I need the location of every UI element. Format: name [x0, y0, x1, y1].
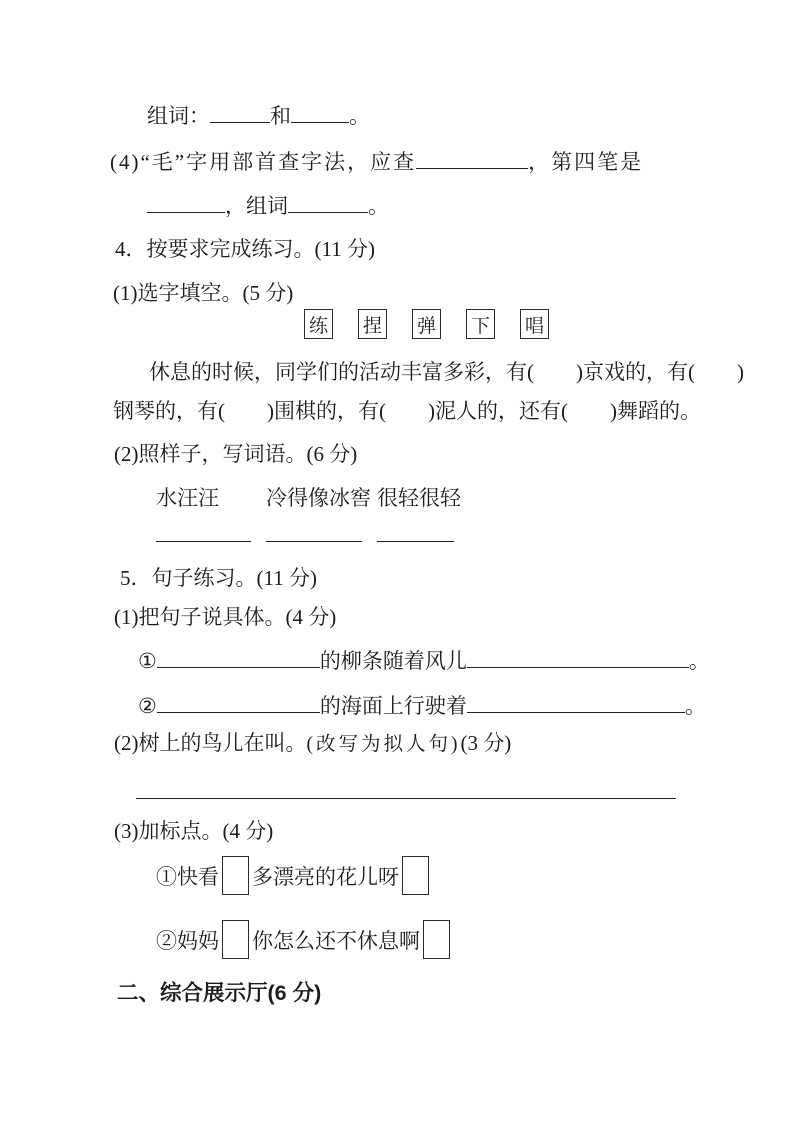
- zuci-label: 组词：: [147, 104, 210, 128]
- q5-sub2-score: (3 分): [460, 731, 512, 755]
- punct-1-post: 多漂亮的花儿呀: [252, 864, 399, 889]
- sentence-2-end: 。: [684, 694, 706, 718]
- punctuation-sentence-1: [156, 856, 432, 895]
- blank-line: [157, 648, 320, 668]
- char-box: 下: [466, 309, 495, 339]
- blank-line: [467, 648, 689, 668]
- example-word: 水汪汪: [156, 486, 219, 510]
- char-box: 练: [304, 309, 333, 339]
- q5-sub3-title: (3)加标点。(4 分): [114, 819, 274, 843]
- blank-line: [157, 693, 320, 713]
- answer-blank: [266, 521, 362, 542]
- item4-line2-end: 。: [368, 194, 389, 218]
- fill-paragraph-line1: 休息的时候，同学们的活动丰富多彩，有( )京戏的，有( ): [149, 360, 744, 384]
- q5-sub1-title: (1)把句子说具体。(4 分): [114, 605, 337, 629]
- sentence-2-num: ②: [138, 694, 157, 718]
- answer-blank: [156, 521, 251, 542]
- sentence-1-mid: 的柳条随着风儿: [319, 649, 467, 673]
- punct-2-pre: ②妈妈: [156, 928, 219, 953]
- zuci-line: [147, 103, 370, 130]
- q5-sub2-note: (改写为拟人句): [306, 734, 461, 755]
- char-box: 弹: [412, 309, 441, 339]
- example-word: 很轻很轻: [377, 486, 461, 510]
- q5-sub2-main: (2)树上的鸟儿在叫。: [114, 731, 307, 755]
- answer-blank-long: [136, 778, 676, 799]
- sentence-2: [138, 693, 706, 720]
- punctuation-box: [222, 856, 249, 895]
- char-box: 唱: [520, 309, 549, 339]
- sentence-2-mid: 的海面上行驶着: [319, 694, 467, 718]
- blank-line: [416, 149, 528, 169]
- item4-text-pre: (4)“毛”字用部首查字法，应查: [110, 150, 417, 174]
- punct-1-pre: ①快看: [156, 864, 219, 889]
- blank-line: [147, 193, 225, 213]
- item4-line1: [110, 149, 643, 176]
- q4-sub1-title: (1)选字填空。(5 分): [113, 281, 294, 305]
- zuci-period: 。: [349, 104, 370, 128]
- blank-line: [467, 693, 685, 713]
- q4-sub2-title: (2)照样子，写词语。(6 分): [114, 442, 358, 466]
- punctuation-box: [222, 920, 249, 959]
- blank-line: [288, 193, 368, 213]
- section2-heading: 二、综合展示厅(6 分): [117, 981, 322, 1005]
- q5-sub2-title: [114, 730, 511, 758]
- example-word: 冷得像冰窖: [266, 486, 371, 510]
- char-box: 捏: [358, 309, 387, 339]
- item4-line2: [147, 193, 389, 220]
- blank-line: [291, 103, 349, 123]
- sentence-1-num: ①: [138, 649, 157, 673]
- punctuation-box: [423, 920, 450, 959]
- sentence-1-end: 。: [688, 649, 710, 673]
- punct-2-post: 你怎么还不休息啊: [252, 928, 420, 953]
- punctuation-sentence-2: [156, 920, 453, 959]
- punctuation-box: [402, 856, 429, 895]
- question5-title: 5．句子练习。(11 分): [120, 566, 317, 590]
- answer-blank: [377, 521, 454, 542]
- character-choice-boxes: [304, 309, 549, 339]
- zuci-conj: 和: [270, 104, 291, 128]
- item4-text-post: ，第四笔是: [528, 150, 644, 174]
- blank-line: [210, 103, 270, 123]
- fill-paragraph-line2: 钢琴的，有( )围棋的，有( )泥人的，还有( )舞蹈的。: [113, 399, 701, 423]
- sentence-1: [138, 648, 710, 675]
- item4-line2-mid: ，组词: [225, 194, 288, 218]
- question4-title: 4．按要求完成练习。(11 分): [115, 237, 375, 261]
